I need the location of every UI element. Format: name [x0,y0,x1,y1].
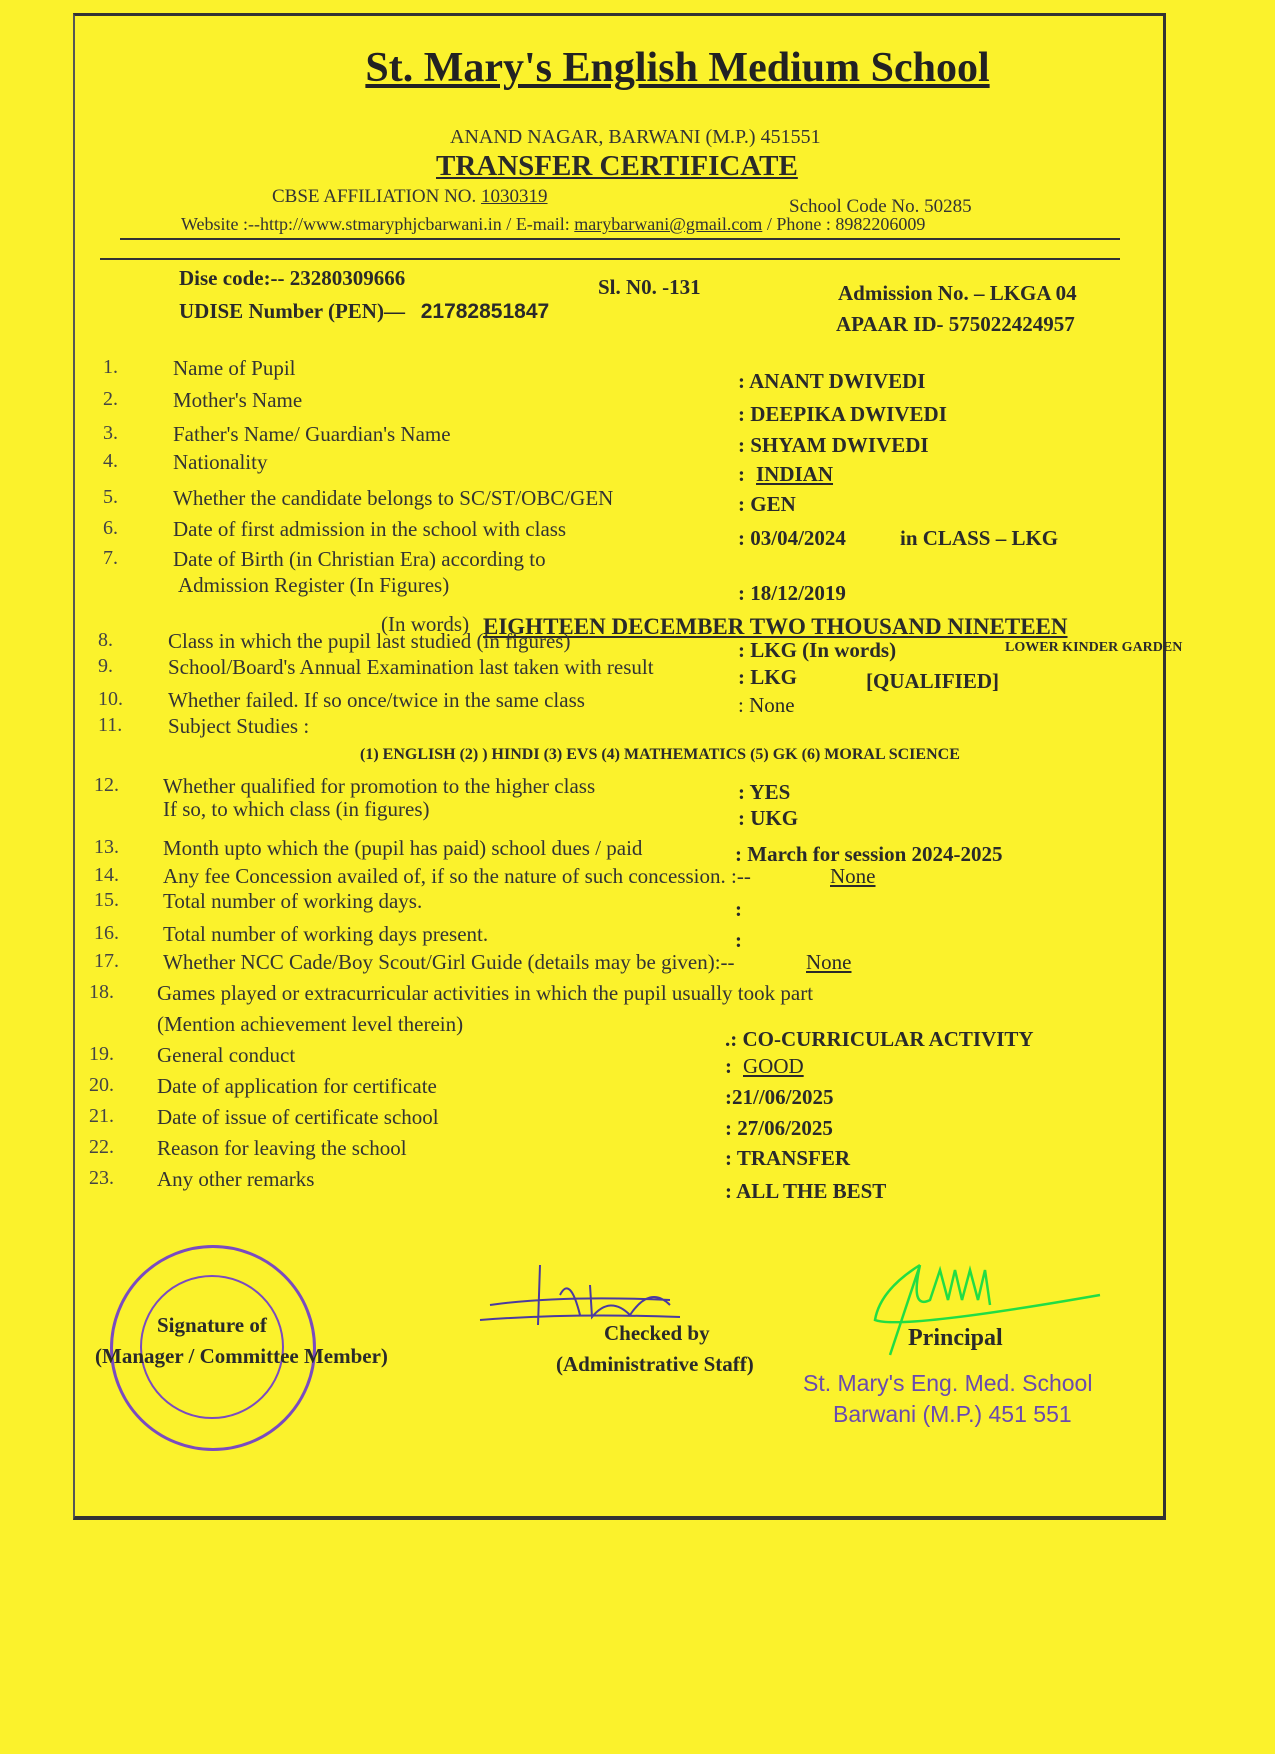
manager-signature-label: Signature of [157,1313,267,1337]
admin-staff-label: (Administrative Staff) [556,1352,754,1376]
field-label: Date of first admission in the school with class [173,517,567,541]
field-value: : 27/06/2025 [725,1116,833,1140]
row-number: 10. [98,688,123,710]
field-value-continued: : UKG [738,806,799,830]
field-label: Subject Studies : [168,714,310,738]
field-value: INDIAN [756,462,834,486]
row-number: 9. [98,655,113,677]
field-label: Whether qualified for promotion to the higher class [163,774,596,798]
divider [100,258,1120,260]
school-seal-line2: Barwani (M.P.) 451 551 [833,1401,1072,1427]
field-label: Whether failed. If so once/twice in the same class [168,688,585,712]
row-number: 20. [89,1074,114,1096]
row-number: 14. [94,864,119,886]
school-name: St. Mary's English Medium School [365,45,990,91]
row-number: 5. [103,486,118,508]
field-value-class: in CLASS – LKG [900,526,1059,550]
field-label: Mother's Name [173,388,303,412]
field-label: Whether the candidate belongs to SC/ST/OBC/GEN [173,486,614,510]
field-value: : GEN [738,492,796,516]
field-value: : None [738,693,795,717]
email-label: E-mail: [515,214,570,234]
field-label: Any fee Concession availed of, if so the nature of such concession. :-- [163,864,751,888]
row-number: 18. [89,981,114,1003]
field-value: : TRANSFER [725,1146,851,1170]
field-label: Whether NCC Cade/Boy Scout/Girl Guide (details may be given):-- [163,950,735,974]
apaar-id: APAAR ID- 575022424957 [836,312,1075,336]
field-label-continued: (Mention achievement level therein) [157,1012,464,1036]
school-seal-line1: St. Mary's Eng. Med. School [803,1370,1093,1396]
exam-result: [QUALIFIED] [866,669,1000,693]
field-value: : DEEPIKA DWIVEDI [738,402,947,426]
admission-number: Admission No. – LKGA 04 [838,281,1077,305]
row-number: 4. [103,450,118,472]
row-number: 23. [89,1167,114,1189]
date-in-words: EIGHTEEN DECEMBER TWO THOUSAND NINETEEN [483,614,1068,639]
udise-number [179,299,549,324]
serial-number: Sl. N0. -131 [598,275,701,299]
cbse-affiliation [272,186,548,208]
school-code: School Code No. 50285 [789,196,972,217]
field-value: None [806,950,852,974]
field-value: GOOD [743,1054,804,1078]
words-prefix: (In words) [381,612,470,636]
field-label: General conduct [157,1043,296,1067]
field-label: Name of Pupil [173,356,296,380]
row-number: 13. [94,836,119,858]
field-label: Class in which the pupil last studied (in figures) [168,629,571,653]
manager-committee-label: (Manager / Committee Member) [95,1344,388,1368]
document-title: TRANSFER CERTIFICATE [436,150,798,182]
field-label: Any other remarks [157,1167,315,1191]
row-number: 1. [103,356,118,378]
field-value: :21//06/2025 [725,1085,834,1109]
colon: : [725,1054,732,1078]
field-label: Date of application for certificate [157,1074,437,1098]
field-value: : ANANT DWIVEDI [738,369,926,393]
class-in-words: LOWER KINDER GARDEN [1005,640,1183,655]
cbse-number: 1030319 [481,186,548,207]
colon: : [738,462,745,486]
row-number: 19. [89,1043,114,1065]
field-value: : YES [738,780,791,804]
field-label: School/Board's Annual Examination last taken with result [168,655,654,679]
field-label: Total number of working days present. [163,922,489,946]
field-label: Total number of working days. [163,889,423,913]
field-label: Date of issue of certificate school [157,1105,439,1129]
field-value: None [830,864,876,888]
field-value: : 18/12/2019 [738,581,846,605]
field-label-continued: Admission Register (In Figures) [178,573,450,597]
row-number: 2. [103,388,118,410]
field-value: : SHYAM DWIVEDI [738,433,929,457]
field-value: : ALL THE BEST [725,1179,887,1203]
field-value: : LKG (In words) [738,638,897,662]
email-link[interactable]: marybarwani@gmail.com [574,214,763,234]
subjects-list: (1) ENGLISH (2) ) HINDI (3) EVS (4) MATHEMATICS (5) GK (6) MORAL SCIENCE [360,746,960,763]
website: Website :--http://www.stmaryphjcbarwani.in / [181,214,512,234]
field-label: Reason for leaving the school [157,1136,407,1160]
row-number: 15. [94,889,119,911]
field-value: : 03/04/2024 [738,526,846,550]
row-number: 11. [98,714,123,736]
field-value: : [735,897,742,921]
principal-label: Principal [908,1325,1003,1351]
row-number: 6. [103,517,118,539]
row-number: 7. [103,547,118,569]
udise-label: UDISE Number (PEN)— [179,299,405,323]
field-label: Games played or extracurricular activities in which the pupil usually took part [157,981,814,1005]
checked-by-label: Checked by [604,1321,710,1345]
field-label: Month upto which the (pupil has paid) school dues / paid [163,836,643,860]
field-value: : March for session 2024-2025 [735,842,1003,866]
row-number: 17. [94,950,119,972]
row-number: 16. [94,922,119,944]
field-value: .: CO-CURRICULAR ACTIVITY [725,1027,1034,1051]
field-value: : LKG [738,665,797,689]
field-label: Father's Name/ Guardian's Name [173,422,451,446]
contact-line [181,214,925,235]
dise-code: Dise code:-- 23280309666 [179,266,406,290]
row-number: 22. [89,1136,114,1158]
udise-value: 21782851847 [420,300,550,323]
field-label: Date of Birth (in Christian Era) according to [173,547,546,571]
field-label-continued: If so, to which class (in figures) [163,797,430,821]
cbse-label: CBSE AFFILIATION NO. [272,186,477,207]
school-address: ANAND NAGAR, BARWANI (M.P.) 451551 [450,126,821,148]
row-number: 21. [89,1105,114,1127]
row-number: 8. [98,629,113,651]
field-value: : [735,928,742,952]
row-number: 12. [94,774,119,796]
field-label: Nationality [173,450,268,474]
divider [120,238,1120,240]
row-number: 3. [103,422,118,444]
phone: / Phone : 8982206009 [766,214,926,234]
